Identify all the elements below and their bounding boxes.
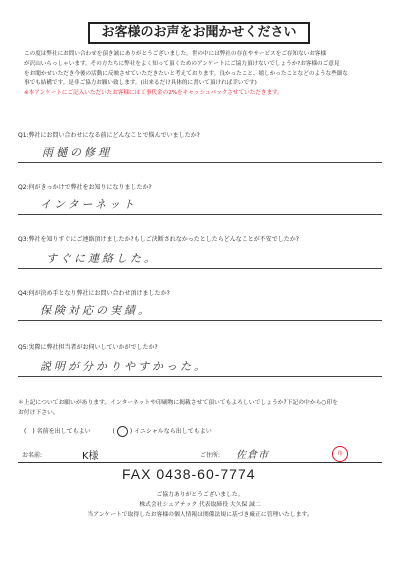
footer-thanks: ご協力ありがとうございました。 [156,492,244,498]
question-1-answer: 雨樋の修理 [42,146,112,159]
intro-line: をお聞かせいただき今後の活動に反映させていただきたいと考えております。良かったこと、嬉しかったことなどのような些細な [24,70,348,77]
question-5-label: Q5:実際に弊社担当者がお伺いしていかがでしたか? [18,344,158,351]
answer-line [18,214,382,215]
selected-circle-icon[interactable] [117,426,128,437]
answer-line [18,376,382,377]
fax-number: FAX 0438-60-7774 [122,466,256,482]
question-4-answer: 保険対応の実績。 [40,304,152,317]
intro-line: 事でも結構です。是非ご協力お願い致します。(出来るだけ具体的に書いて頂ければ幸いです) [24,80,257,87]
question-1-label: Q1:弊社にお問い合わせになる前にどんなことで悩んでいましたか? [18,132,200,139]
footer-privacy: 当アンケートで取得したお客様の個人情報は関係法規に基づき厳正に管理いたします。 [87,512,313,518]
address-value: 佐倉市 [236,450,269,461]
choice-paren: ( ) [24,428,35,435]
intro-line: この度は弊社にお問い合わせを頂き誠にありがとうございました。世の中には弊社の存在やサービスをご存知ないお客様 [24,51,327,57]
choice-option-initial[interactable]: イニシャルなら出してもよい [134,428,212,435]
cashback-note: ※本アンケートにご記入いただいたお客様には工事代金の2%をキャッシュバックさせていただきます。 [24,90,283,97]
intro-text [24,50,378,99]
address-label: ご住所: [200,452,221,459]
name-value: K様 [82,451,99,462]
choice-paren: ( [112,428,115,435]
answer-line [18,268,382,269]
answer-line [18,320,382,321]
question-3-answer: すぐに連絡した。 [46,252,158,265]
question-4-label: Q4:何が決め手となり弊社にお問い合わせ頂けましたか? [18,290,170,297]
survey-title: お客様のお声をお聞かせください [88,22,310,44]
publication-notice [18,398,382,418]
seal-stamp-icon: 印 [332,446,348,462]
publication-choices [24,426,212,437]
choice-paren: ) [129,428,133,435]
footer [40,490,360,520]
notice-line: お付け下さい。 [18,410,59,416]
question-3-label: Q3:弊社を知りすぐにご連絡頂けましたか?もしご決断されなかったとしたらどんなことが不安でしたか? [18,236,299,243]
answer-line [18,162,382,163]
name-address-row [18,446,382,463]
name-label: お名前: [22,452,43,459]
intro-line: が沢山いらっしゃいます。その方たちに弊社をよく知って頂くためのアンケートにご協力頂けないでしょうか?お客様のご意見 [24,60,340,67]
question-2-answer: インターネット [40,198,138,211]
notice-line: ＊上記についてお願いがあります。インターネットや印刷物に掲載させて頂いてもよろしいでしょうか?下記の中から○印を [18,400,339,406]
question-2-label: Q2:何がきっかけで弊社をお知りになりましたか? [18,184,152,191]
question-5-answer: 説明が分かりやすかった。 [40,360,208,373]
choice-option-name[interactable]: 名前を出してもよい [36,428,91,435]
footer-company: 株式会社シェアテック 代表取締役 大久保 誠二 [139,502,261,508]
